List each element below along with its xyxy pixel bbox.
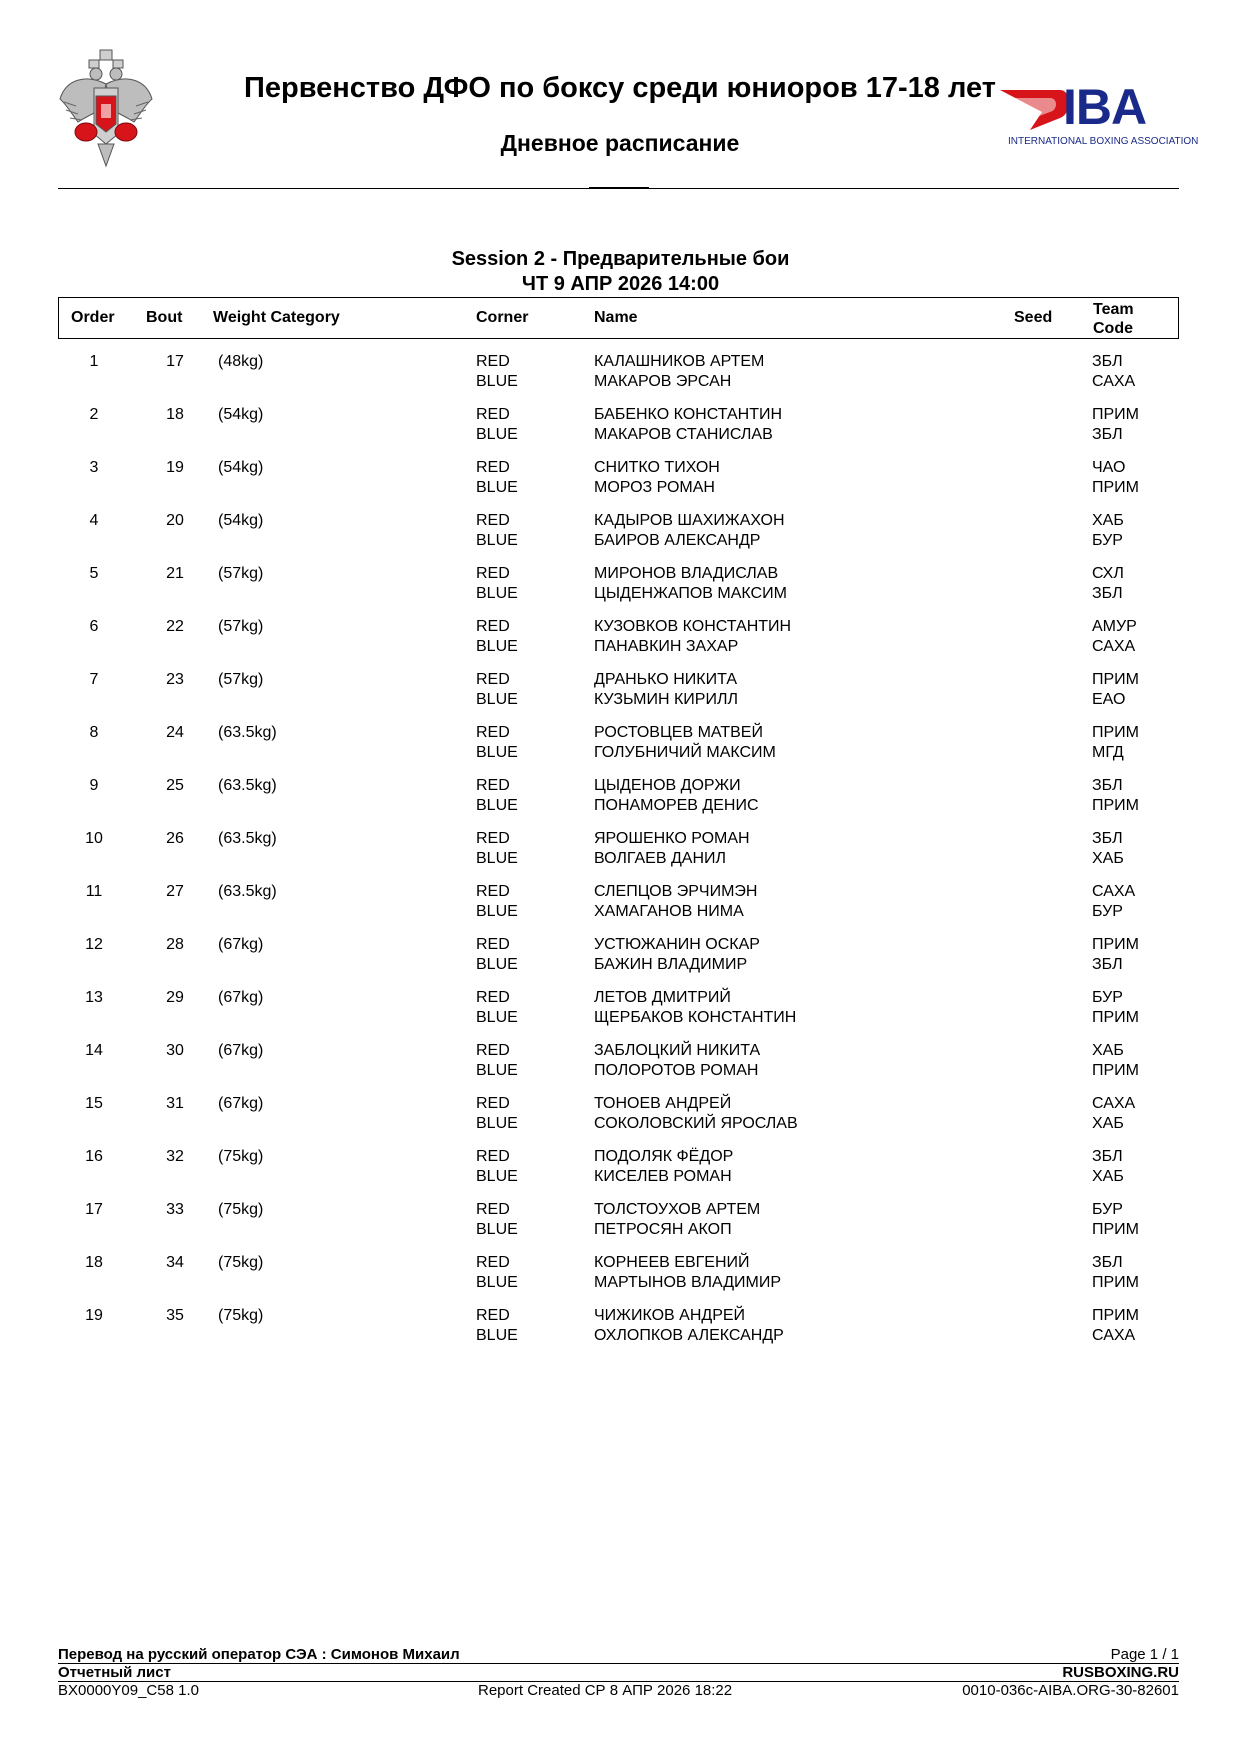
header-divider-mark bbox=[589, 187, 649, 189]
corner-blue: BLUE bbox=[476, 1274, 518, 1291]
table-row bbox=[58, 1041, 1179, 1094]
red-team-code: ХАБ bbox=[1092, 512, 1124, 529]
weight-category: (63.5kg) bbox=[218, 777, 277, 794]
footer-report-label: Отчетный лист bbox=[58, 1664, 171, 1681]
red-team-code: БУР bbox=[1092, 989, 1123, 1006]
blue-team-code: САХА bbox=[1092, 373, 1136, 390]
column-header-name: Name bbox=[594, 309, 638, 326]
red-team-code: ЗБЛ bbox=[1092, 353, 1123, 370]
footer-site: RUSBOXING.RU bbox=[1062, 1664, 1179, 1681]
corner-blue: BLUE bbox=[476, 691, 518, 708]
bout-number: 29 bbox=[166, 989, 184, 1006]
table-row bbox=[58, 1094, 1179, 1147]
table-row bbox=[58, 1200, 1179, 1253]
bout-number: 25 bbox=[166, 777, 184, 794]
bout-order: 11 bbox=[85, 883, 103, 900]
corner-blue: BLUE bbox=[476, 797, 518, 814]
blue-team-code: БУР bbox=[1092, 903, 1123, 920]
footer-page-number: Page 1 / 1 bbox=[1110, 1646, 1179, 1663]
corner-blue: BLUE bbox=[476, 426, 518, 443]
bout-number: 24 bbox=[166, 724, 184, 741]
footer-report-code: BX0000Y09_C58 1.0 bbox=[58, 1682, 199, 1699]
weight-category: (54kg) bbox=[218, 512, 264, 529]
blue-boxer-name: ПАНАВКИН ЗАХАР bbox=[594, 638, 739, 655]
corner-red: RED bbox=[476, 724, 510, 741]
bout-number: 33 bbox=[166, 1201, 184, 1218]
column-header-weight: Weight Category bbox=[213, 309, 340, 326]
weight-category: (67kg) bbox=[218, 1095, 264, 1112]
bout-order: 4 bbox=[89, 512, 99, 529]
page-subtitle: Дневное расписание bbox=[500, 130, 740, 156]
weight-category: (63.5kg) bbox=[218, 724, 277, 741]
corner-blue: BLUE bbox=[476, 373, 518, 390]
iba-logo-subtext: INTERNATIONAL BOXING ASSOCIATION bbox=[1008, 136, 1199, 147]
red-boxer-name: ТОНОЕВ АНДРЕЙ bbox=[594, 1095, 732, 1112]
blue-team-code: САХА bbox=[1092, 638, 1136, 655]
bout-number: 18 bbox=[166, 406, 184, 423]
red-boxer-name: УСТЮЖАНИН ОСКАР bbox=[594, 936, 760, 953]
blue-boxer-name: МОРОЗ РОМАН bbox=[594, 479, 715, 496]
red-team-code: ПРИМ bbox=[1092, 1307, 1139, 1324]
red-team-code: ЗБЛ bbox=[1092, 1254, 1123, 1271]
table-row bbox=[58, 882, 1179, 935]
red-team-code: ЗБЛ bbox=[1092, 777, 1123, 794]
red-boxer-name: КАДЫРОВ ШАХИЖАХОН bbox=[594, 512, 785, 529]
corner-blue: BLUE bbox=[476, 744, 518, 761]
bout-number: 23 bbox=[166, 671, 184, 688]
corner-blue: BLUE bbox=[476, 585, 518, 602]
red-boxer-name: ТОЛСТОУХОВ АРТЕМ bbox=[594, 1201, 761, 1218]
corner-blue: BLUE bbox=[476, 532, 518, 549]
table-row bbox=[58, 670, 1179, 723]
blue-boxer-name: ЩЕРБАКОВ КОНСТАНТИН bbox=[594, 1009, 797, 1026]
corner-red: RED bbox=[476, 512, 510, 529]
corner-red: RED bbox=[476, 936, 510, 953]
red-boxer-name: ЦЫДЕНОВ ДОРЖИ bbox=[594, 777, 741, 794]
red-boxer-name: МИРОНОВ ВЛАДИСЛАВ bbox=[594, 565, 779, 582]
table-row bbox=[58, 935, 1179, 988]
weight-category: (67kg) bbox=[218, 936, 264, 953]
red-team-code: ПРИМ bbox=[1092, 671, 1139, 688]
bout-number: 26 bbox=[166, 830, 184, 847]
table-row bbox=[58, 458, 1179, 511]
corner-blue: BLUE bbox=[476, 903, 518, 920]
red-team-code: ПРИМ bbox=[1092, 724, 1139, 741]
bout-number: 20 bbox=[166, 512, 184, 529]
bout-order: 9 bbox=[89, 777, 99, 794]
footer-translator: Перевод на русский оператор СЭА : Симонов Михаил bbox=[58, 1646, 460, 1663]
bout-order: 5 bbox=[89, 565, 99, 582]
corner-red: RED bbox=[476, 1148, 510, 1165]
table-row bbox=[58, 564, 1179, 617]
bout-order: 15 bbox=[85, 1095, 103, 1112]
blue-team-code: ХАБ bbox=[1092, 1115, 1124, 1132]
table-row bbox=[58, 352, 1179, 405]
blue-boxer-name: МАКАРОВ СТАНИСЛАВ bbox=[594, 426, 773, 443]
red-team-code: ЧАО bbox=[1092, 459, 1126, 476]
blue-boxer-name: БАИРОВ АЛЕКСАНДР bbox=[594, 532, 761, 549]
red-team-code: ЗБЛ bbox=[1092, 830, 1123, 847]
red-team-code: АМУР bbox=[1092, 618, 1137, 635]
red-team-code: СХЛ bbox=[1092, 565, 1124, 582]
red-team-code: БУР bbox=[1092, 1201, 1123, 1218]
session-title: Session 2 - Предварительные бои bbox=[451, 248, 790, 270]
corner-red: RED bbox=[476, 1254, 510, 1271]
bout-order: 10 bbox=[85, 830, 103, 847]
blue-team-code: ПРИМ bbox=[1092, 797, 1139, 814]
red-boxer-name: КОРНЕЕВ ЕВГЕНИЙ bbox=[594, 1254, 750, 1271]
footer-created-date: Report Created СР 8 АПР 2026 18:22 bbox=[478, 1682, 733, 1699]
coat-of-arms-icon bbox=[56, 44, 156, 174]
blue-boxer-name: ПЕТРОСЯН АКОП bbox=[594, 1221, 732, 1238]
red-boxer-name: ЗАБЛОЦКИЙ НИКИТА bbox=[594, 1042, 761, 1059]
bout-order: 1 bbox=[89, 353, 99, 370]
bout-order: 16 bbox=[85, 1148, 103, 1165]
red-boxer-name: ЛЕТОВ ДМИТРИЙ bbox=[594, 989, 731, 1006]
bout-number: 34 bbox=[166, 1254, 184, 1271]
bout-order: 13 bbox=[85, 989, 103, 1006]
blue-boxer-name: ЦЫДЕНЖАПОВ МАКСИМ bbox=[594, 585, 787, 602]
table-row bbox=[58, 829, 1179, 882]
corner-red: RED bbox=[476, 1307, 510, 1324]
blue-boxer-name: БАЖИН ВЛАДИМИР bbox=[594, 956, 748, 973]
blue-team-code: ПРИМ bbox=[1092, 1221, 1139, 1238]
red-boxer-name: ЧИЖИКОВ АНДРЕЙ bbox=[594, 1307, 746, 1324]
column-header-order: Order bbox=[71, 309, 115, 326]
corner-blue: BLUE bbox=[476, 1009, 518, 1026]
weight-category: (75kg) bbox=[218, 1148, 264, 1165]
table-row bbox=[58, 1306, 1179, 1359]
red-boxer-name: ПОДОЛЯК ФЁДОР bbox=[594, 1148, 734, 1165]
bout-order: 19 bbox=[85, 1307, 103, 1324]
blue-team-code: ЕАО bbox=[1092, 691, 1126, 708]
weight-category: (54kg) bbox=[218, 459, 264, 476]
corner-red: RED bbox=[476, 1095, 510, 1112]
bout-order: 3 bbox=[89, 459, 99, 476]
weight-category: (57kg) bbox=[218, 618, 264, 635]
red-team-code: ХАБ bbox=[1092, 1042, 1124, 1059]
corner-blue: BLUE bbox=[476, 850, 518, 867]
bouts-table-body bbox=[58, 352, 1179, 1359]
red-boxer-name: СЛЕПЦОВ ЭРЧИМЭН bbox=[594, 883, 758, 900]
corner-red: RED bbox=[476, 777, 510, 794]
bout-number: 30 bbox=[166, 1042, 184, 1059]
blue-team-code: ПРИМ bbox=[1092, 1062, 1139, 1079]
red-boxer-name: СНИТКО ТИХОН bbox=[594, 459, 720, 476]
blue-team-code: САХА bbox=[1092, 1327, 1136, 1344]
table-header bbox=[58, 297, 1179, 339]
corner-red: RED bbox=[476, 989, 510, 1006]
blue-team-code: ПРИМ bbox=[1092, 1274, 1139, 1291]
bout-order: 18 bbox=[85, 1254, 103, 1271]
bout-order: 2 bbox=[89, 406, 99, 423]
corner-blue: BLUE bbox=[476, 1062, 518, 1079]
bout-number: 17 bbox=[166, 353, 184, 370]
red-boxer-name: ДРАНЬКО НИКИТА bbox=[594, 671, 737, 688]
red-boxer-name: БАБЕНКО КОНСТАНТИН bbox=[594, 406, 783, 423]
red-boxer-name: КУЗОВКОВ КОНСТАНТИН bbox=[594, 618, 792, 635]
corner-red: RED bbox=[476, 1042, 510, 1059]
corner-blue: BLUE bbox=[476, 1168, 518, 1185]
weight-category: (57kg) bbox=[218, 565, 264, 582]
footer-document-id: 0010-036c-AIBA.ORG-30-82601 bbox=[962, 1682, 1179, 1699]
blue-team-code: МГД bbox=[1092, 744, 1124, 761]
bout-order: 8 bbox=[89, 724, 99, 741]
blue-team-code: ХАБ bbox=[1092, 1168, 1124, 1185]
table-row bbox=[58, 511, 1179, 564]
footer-divider bbox=[58, 1663, 1179, 1664]
corner-red: RED bbox=[476, 353, 510, 370]
blue-team-code: ПРИМ bbox=[1092, 1009, 1139, 1026]
weight-category: (63.5kg) bbox=[218, 830, 277, 847]
corner-blue: BLUE bbox=[476, 638, 518, 655]
corner-blue: BLUE bbox=[476, 1327, 518, 1344]
blue-team-code: ЗБЛ bbox=[1092, 585, 1123, 602]
blue-boxer-name: ВОЛГАЕВ ДАНИЛ bbox=[594, 850, 727, 867]
red-team-code: ПРИМ bbox=[1092, 406, 1139, 423]
red-team-code: САХА bbox=[1092, 1095, 1136, 1112]
bout-number: 27 bbox=[166, 883, 184, 900]
table-row bbox=[58, 1147, 1179, 1200]
corner-red: RED bbox=[476, 883, 510, 900]
weight-category: (75kg) bbox=[218, 1254, 264, 1271]
bout-order: 12 bbox=[85, 936, 103, 953]
weight-category: (48kg) bbox=[218, 353, 264, 370]
blue-team-code: ЗБЛ bbox=[1092, 956, 1123, 973]
blue-boxer-name: ПОЛОРОТОВ РОМАН bbox=[594, 1062, 759, 1079]
bout-order: 17 bbox=[85, 1201, 103, 1218]
table-row bbox=[58, 988, 1179, 1041]
corner-blue: BLUE bbox=[476, 1115, 518, 1132]
red-team-code: ЗБЛ bbox=[1092, 1148, 1123, 1165]
page-title: Первенство ДФО по боксу среди юниоров 17-18 лет bbox=[244, 72, 996, 104]
bout-number: 32 bbox=[166, 1148, 184, 1165]
red-boxer-name: ЯРОШЕНКО РОМАН bbox=[594, 830, 750, 847]
bout-number: 28 bbox=[166, 936, 184, 953]
table-row bbox=[58, 405, 1179, 458]
corner-red: RED bbox=[476, 671, 510, 688]
blue-team-code: ПРИМ bbox=[1092, 479, 1139, 496]
bout-number: 35 bbox=[166, 1307, 184, 1324]
iba-logo-text: IBA bbox=[1063, 79, 1147, 135]
weight-category: (63.5kg) bbox=[218, 883, 277, 900]
blue-team-code: ХАБ bbox=[1092, 850, 1124, 867]
weight-category: (54kg) bbox=[218, 406, 264, 423]
corner-blue: BLUE bbox=[476, 1221, 518, 1238]
bout-order: 6 bbox=[89, 618, 99, 635]
column-header-team-code: Team Code bbox=[1093, 301, 1134, 337]
weight-category: (75kg) bbox=[218, 1201, 264, 1218]
corner-red: RED bbox=[476, 459, 510, 476]
bout-order: 7 bbox=[89, 671, 99, 688]
table-row bbox=[58, 617, 1179, 670]
corner-red: RED bbox=[476, 406, 510, 423]
table-row bbox=[58, 1253, 1179, 1306]
blue-team-code: ЗБЛ bbox=[1092, 426, 1123, 443]
corner-red: RED bbox=[476, 830, 510, 847]
table-row bbox=[58, 723, 1179, 776]
bout-order: 14 bbox=[85, 1042, 103, 1059]
corner-red: RED bbox=[476, 618, 510, 635]
corner-blue: BLUE bbox=[476, 956, 518, 973]
bout-number: 19 bbox=[166, 459, 184, 476]
table-row bbox=[58, 776, 1179, 829]
red-boxer-name: РОСТОВЦЕВ МАТВЕЙ bbox=[594, 724, 763, 741]
weight-category: (75kg) bbox=[218, 1307, 264, 1324]
weight-category: (57kg) bbox=[218, 671, 264, 688]
blue-boxer-name: ГОЛУБНИЧИЙ МАКСИМ bbox=[594, 744, 776, 761]
column-header-seed: Seed bbox=[1014, 309, 1053, 326]
session-datetime: ЧТ 9 АПР 2026 14:00 bbox=[521, 273, 720, 295]
blue-boxer-name: ХАМАГАНОВ НИМА bbox=[594, 903, 744, 920]
blue-boxer-name: СОКОЛОВСКИЙ ЯРОСЛАВ bbox=[594, 1115, 798, 1132]
column-header-corner: Corner bbox=[476, 309, 529, 326]
red-team-code: ПРИМ bbox=[1092, 936, 1139, 953]
bout-number: 31 bbox=[166, 1095, 184, 1112]
bout-number: 21 bbox=[166, 565, 184, 582]
corner-red: RED bbox=[476, 565, 510, 582]
corner-red: RED bbox=[476, 1201, 510, 1218]
blue-boxer-name: ОХЛОПКОВ АЛЕКСАНДР bbox=[594, 1327, 784, 1344]
blue-boxer-name: МАРТЫНОВ ВЛАДИМИР bbox=[594, 1274, 782, 1291]
blue-boxer-name: КИСЕЛЕВ РОМАН bbox=[594, 1168, 732, 1185]
red-team-code: САХА bbox=[1092, 883, 1136, 900]
blue-team-code: БУР bbox=[1092, 532, 1123, 549]
blue-boxer-name: ПОНАМОРЕВ ДЕНИС bbox=[594, 797, 759, 814]
weight-category: (67kg) bbox=[218, 989, 264, 1006]
red-boxer-name: КАЛАШНИКОВ АРТЕМ bbox=[594, 353, 765, 370]
blue-boxer-name: МАКАРОВ ЭРСАН bbox=[594, 373, 732, 390]
bout-number: 22 bbox=[166, 618, 184, 635]
corner-blue: BLUE bbox=[476, 479, 518, 496]
blue-boxer-name: КУЗЬМИН КИРИЛЛ bbox=[594, 691, 738, 708]
column-header-bout: Bout bbox=[146, 309, 183, 326]
weight-category: (67kg) bbox=[218, 1042, 264, 1059]
